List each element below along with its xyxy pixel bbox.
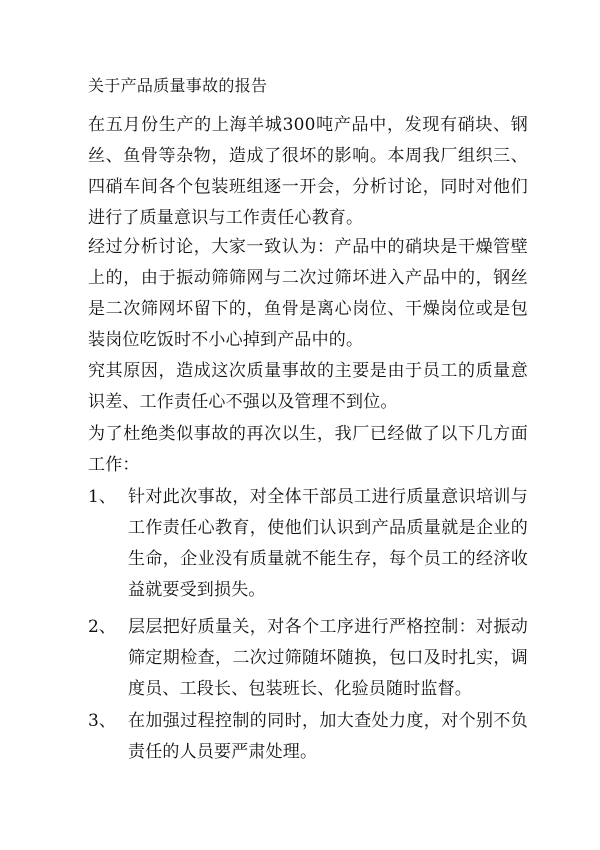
paragraph-findings: 在五月份生产的上海羊城300吨产品中，发现有硝块、钢丝、鱼骨等杂物，造成了很坏的影响。本周我厂组织三、四硝车间各个包装班组逐一开会，分析讨论，同时对他们进行了质量意识与工作责任心教育。 bbox=[88, 115, 528, 228]
list-item bbox=[88, 612, 528, 705]
list-item-text: 针对此次事故，对全体干部员工进行质量意识培训与工作责任心教育，使他们认识到产品质量就是企业的生命，企业没有质量就不能生存，每个员工的经济收益就要受到损失。 bbox=[128, 487, 528, 600]
list-item-text: 层层把好质量关，对各个工序进行严格控制：对振动筛定期检查，二次过筛随坏随换，包口及时扎实，调度员、工段长、包装班长、化验员随时监督。 bbox=[128, 617, 528, 699]
list-item bbox=[88, 482, 528, 606]
list-item-number: 3、 bbox=[88, 711, 116, 731]
list-item-number: 2、 bbox=[88, 617, 116, 637]
list-item bbox=[88, 706, 528, 768]
paragraph-analysis: 经过分析讨论，大家一致认为：产品中的硝块是干燥管壁上的，由于振动筛筛网与二次过筛坏进入产品中的，钢丝是二次筛网坏留下的，鱼骨是离心岗位、干燥岗位或是包装岗位吃饭时不小心掉到产品中的。 bbox=[88, 237, 528, 350]
list-item-number: 1、 bbox=[88, 487, 116, 507]
report-title: 关于产品质量事故的报告 bbox=[88, 76, 268, 95]
paragraph-cause: 究其原因，造成这次质量事故的主要是由于员工的质量意识差、工作责任心不强以及管理不到位。 bbox=[88, 361, 528, 412]
paragraph-measures-intro: 为了杜绝类似事故的再次以生，我厂已经做了以下几方面工作： bbox=[88, 424, 528, 475]
list-item-text: 在加强过程控制的同时，加大查处力度，对个别不负责任的人员要严肃处理。 bbox=[128, 711, 528, 762]
